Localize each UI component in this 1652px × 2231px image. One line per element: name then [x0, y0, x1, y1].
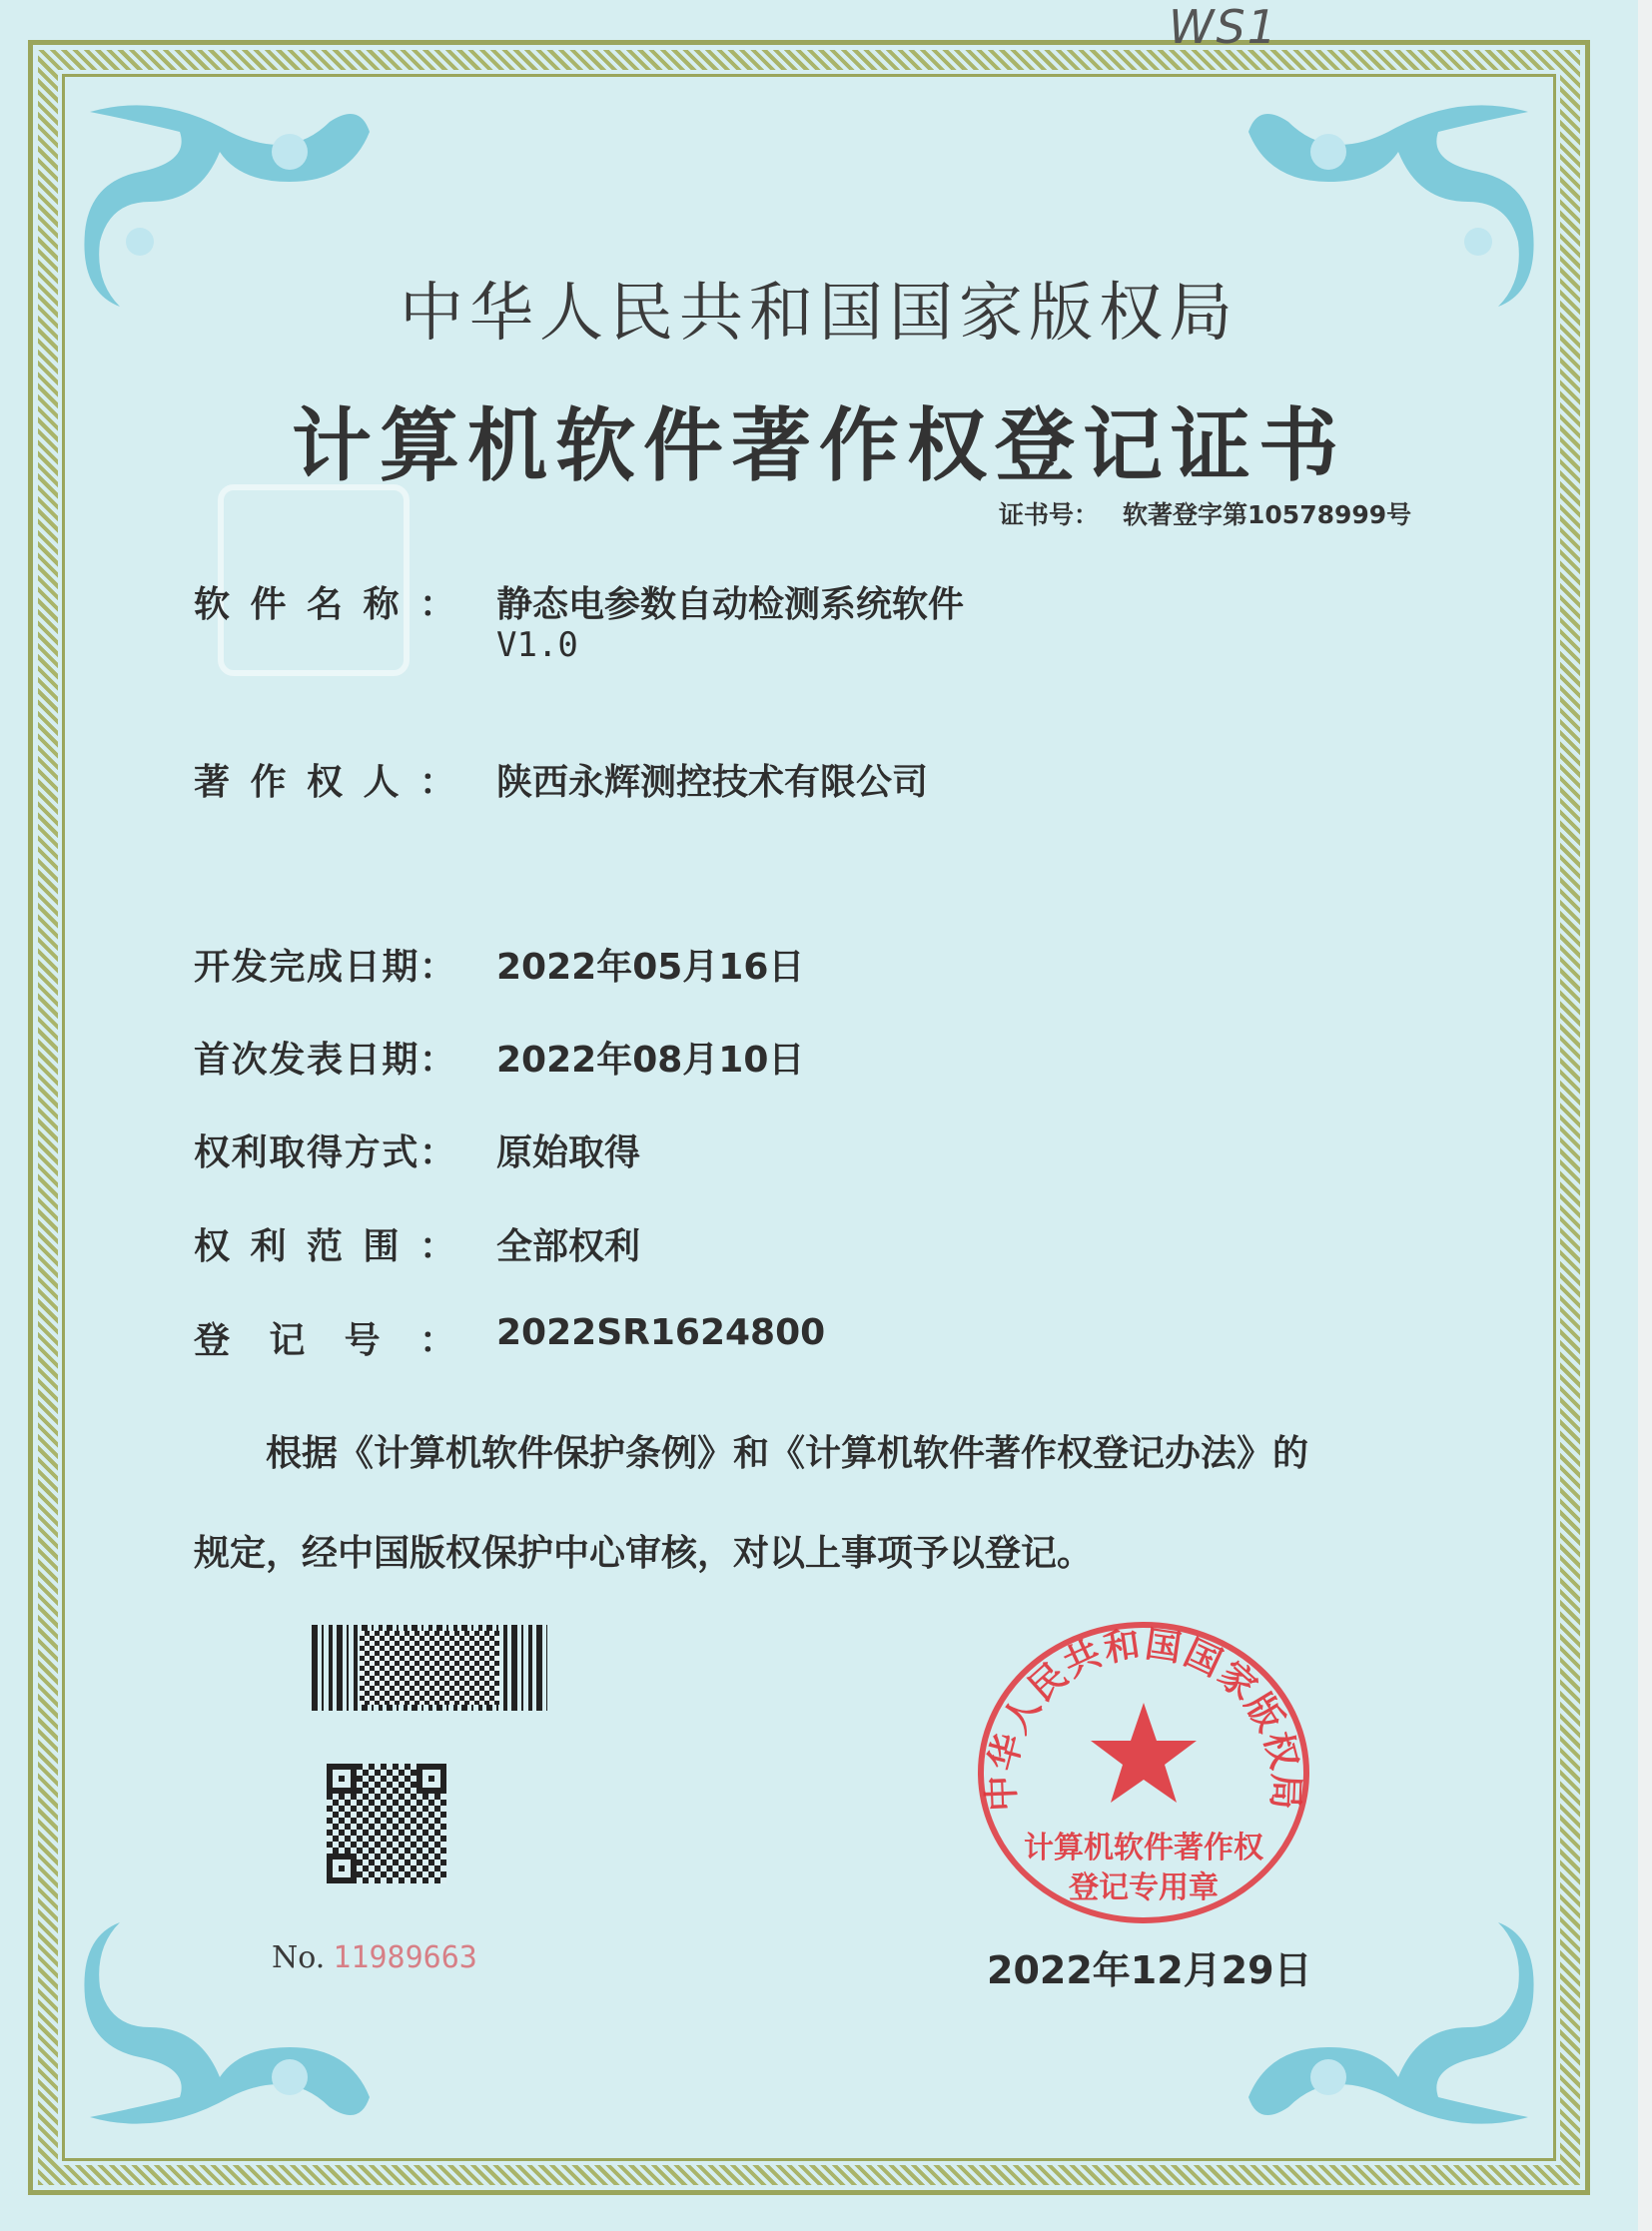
- qr-finder-top-left: [327, 1764, 357, 1794]
- official-seal: [969, 1608, 1318, 1927]
- serial-prefix: No.: [272, 1940, 326, 1975]
- software-name-label: 软件名称：: [194, 584, 455, 625]
- publication-date-label: 首次发表日期：: [194, 1040, 455, 1081]
- qr-code: [327, 1764, 446, 1883]
- qr-finder-top-right: [416, 1764, 446, 1794]
- statement-line-2: 规定，经中国版权保护中心审核，对以上事项予以登记。: [194, 1533, 1094, 1574]
- copyright-owner-label: 著作权人：: [194, 762, 455, 803]
- certificate-number: [999, 495, 1411, 531]
- registration-number-value: 2022SR1624800: [496, 1312, 826, 1353]
- certificate-title: 计算机软件著作权登记证书: [292, 398, 1346, 492]
- issuing-authority: 中华人民共和国国家版权局: [400, 277, 1239, 351]
- issue-date: 2022年12月29日: [987, 1948, 1312, 1992]
- publication-date-value: 2022年08月10日: [496, 1040, 805, 1081]
- acquisition-method-label: 权利取得方式：: [194, 1132, 455, 1173]
- seal-star-icon: [1091, 1703, 1197, 1803]
- software-name-value: 静态电参数自动检测系统软件: [496, 584, 965, 625]
- acquisition-method-value: 原始取得: [496, 1132, 641, 1173]
- registration-number-label: 登记号：: [194, 1320, 455, 1361]
- copyright-owner-value: 陕西永辉测控技术有限公司: [496, 762, 929, 803]
- software-version: V1.0: [496, 625, 578, 665]
- seal-inner-line-1: 计算机软件著作权: [1024, 1831, 1263, 1865]
- handwritten-note: WS1: [1169, 0, 1278, 54]
- certificate-number-label: 证书号：: [999, 500, 1100, 529]
- completion-date-value: 2022年05月16日: [496, 947, 805, 988]
- seal-inner-line-2: 登记专用章: [1069, 1870, 1219, 1905]
- scan-margin: [1638, 0, 1652, 2231]
- scope-of-rights-value: 全部权利: [496, 1226, 641, 1267]
- serial-number: [272, 1940, 477, 1975]
- certificate-number-value: 软著登字第10578999号: [1123, 500, 1412, 529]
- scope-of-rights-label: 权利范围：: [194, 1226, 455, 1267]
- seal-outer-text: 中华人民共和国国家版权局: [981, 1624, 1306, 1813]
- barcode-matrix: [360, 1631, 499, 1705]
- completion-date-label: 开发完成日期：: [194, 947, 455, 988]
- qr-finder-bottom-left: [327, 1854, 357, 1883]
- statement-line-1: 根据《计算机软件保护条例》和《计算机软件著作权登记办法》的: [266, 1433, 1309, 1474]
- serial-value: 11989663: [333, 1940, 477, 1975]
- barcode: [312, 1625, 547, 1711]
